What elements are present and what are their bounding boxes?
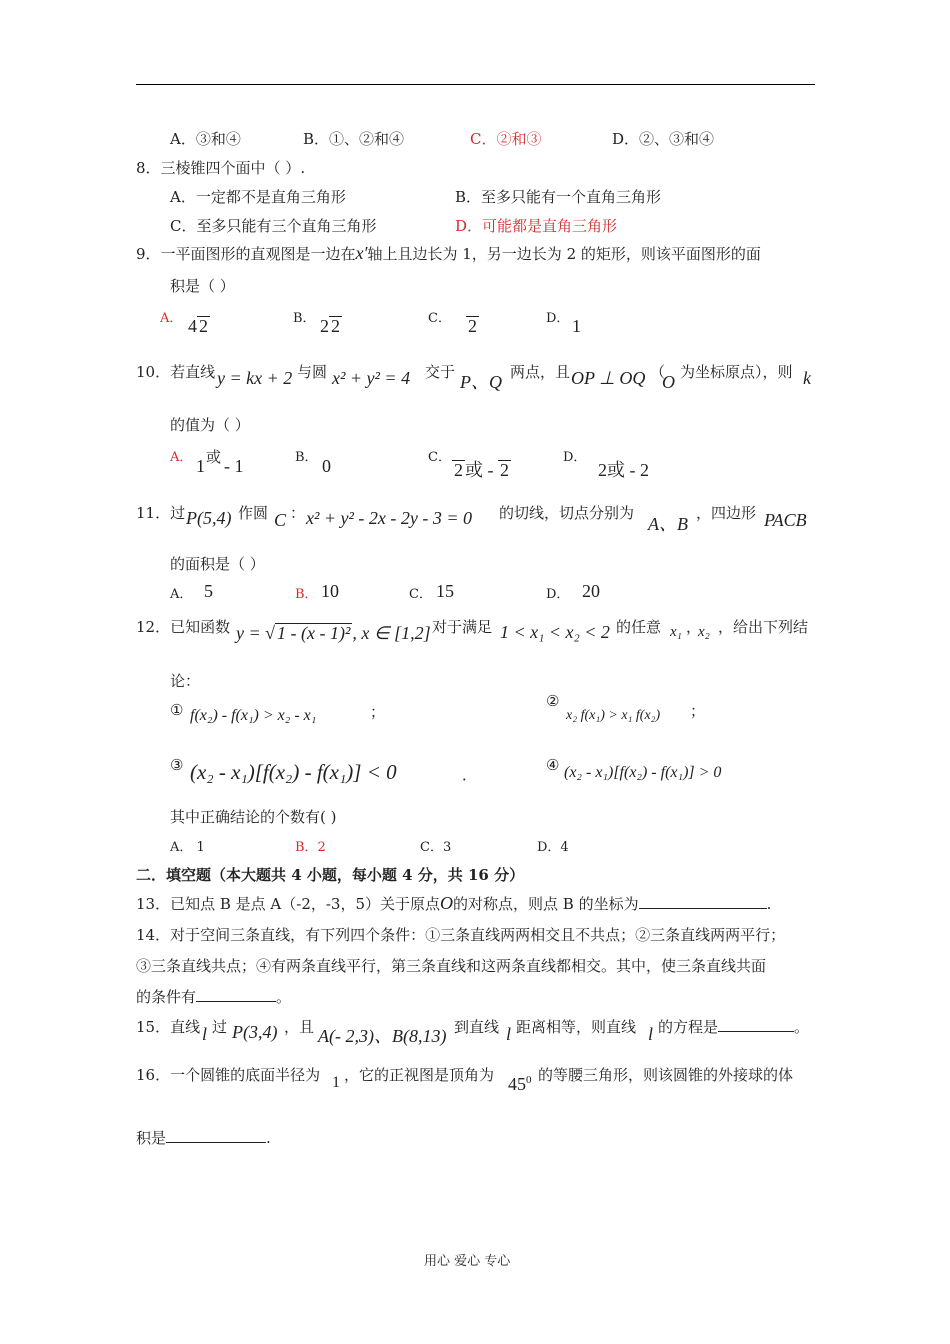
q10-perp: OP ⊥ OQ <box>571 368 646 388</box>
q10-origin-note: 为坐标原点），则 <box>680 363 793 381</box>
q11-c: C <box>274 510 287 530</box>
q11-quad: ，四边形 <box>696 504 757 522</box>
q8-option-d: D．可能都是直角三角形 <box>455 217 618 235</box>
q12-c2-end: ； <box>690 702 706 720</box>
q12-any: 的任意 <box>616 618 662 636</box>
q12-c4-mark: ④ <box>546 756 560 774</box>
q8-option-b: B．至多只能有一个直角三角形 <box>455 188 662 206</box>
q11-option-b-label: B． <box>295 587 318 602</box>
q15-ab: A(- 2,3)、B(8,13) <box>318 1026 447 1046</box>
q14-line-3: 的条件有 。 <box>136 988 292 1006</box>
q12-option-b: B．2 <box>295 840 326 855</box>
q11-eq: x² + y² - 2x - 2y - 3 = 0 <box>306 508 473 528</box>
q15-p: P(3,4) <box>232 1022 278 1042</box>
q15-l-2: l <box>506 1024 512 1044</box>
q12-c1-end: ； <box>370 703 386 721</box>
q7-option-d: D．②、③和④ <box>612 130 715 148</box>
section-2-title: 二．填空题（本大题共 4 小题，每小题 4 分，共 16 分） <box>136 866 525 884</box>
q12-x1: x₁ <box>670 624 682 640</box>
q12-c2-mark: ② <box>546 692 560 710</box>
q15-and: ，且 <box>284 1018 315 1036</box>
q10-meet: 交于 <box>425 363 456 381</box>
q12-line-2: 论： <box>170 672 201 690</box>
q8-option-c: C．至多只能有三个直角三角形 <box>170 217 377 235</box>
q10-option-c-value: 2 或 - 2 <box>454 460 509 480</box>
q11-option-c-label: C． <box>409 587 432 602</box>
q9-line-1: 9．一平面图形的直观图是一边在x′轴上且边长为 1，另一边长为 2 的矩形，则该平面图形的面 <box>136 243 761 263</box>
q14-answer-blank[interactable] <box>196 987 276 1002</box>
q11-colon: ： <box>290 504 306 522</box>
q10-option-a-or: 或 <box>206 448 222 466</box>
q15-through: 过 <box>212 1018 228 1036</box>
q16-line-2: 积是 . <box>136 1129 271 1147</box>
q7-option-c: C．②和③ <box>470 130 542 148</box>
q14-line-1: 14．对于空间三条直线，有下列四个条件：①三条直线两两相交且不共点；②三条直线两两平行； <box>136 926 786 944</box>
q12-option-c: C．3 <box>420 840 452 855</box>
q16-answer-blank[interactable] <box>166 1128 266 1143</box>
q12-c4: (x₂ - x₁)[f(x₂) - f(x₁)] > 0 <box>564 764 722 781</box>
q12-option-d: D．4 <box>537 840 569 855</box>
q11-make-circle: 作圆 <box>238 504 269 522</box>
q11-option-a-value: 5 <box>204 581 213 601</box>
q12-c3-mark: ③ <box>170 756 184 774</box>
q9-line-2: 积是（ ） <box>170 277 235 295</box>
q9-option-b-label: B． <box>293 311 316 326</box>
header-rule <box>136 84 815 85</box>
q7-option-b: B．①、②和④ <box>303 130 405 148</box>
q10-points: P、Q <box>460 372 502 392</box>
q10-option-b-label: B． <box>295 450 318 465</box>
q9-option-c-label: C． <box>428 311 451 326</box>
q9-option-d-value: 1 <box>572 316 581 336</box>
q11-option-c-value: 15 <box>436 581 454 601</box>
q12-x2: x₂ <box>698 624 710 640</box>
footer-text: 用心 爱心 专心 <box>424 1254 511 1269</box>
q11-option-d-value: 20 <box>582 581 600 601</box>
q9-option-c-value: 2 <box>468 316 477 336</box>
q10-option-d-value: 2或 - 2 <box>598 460 649 480</box>
q8-option-a: A．一定都不是直角三角形 <box>170 188 346 206</box>
q15-dist: 到直线 <box>454 1018 500 1036</box>
q10-two-points: 两点，且 <box>510 363 571 381</box>
q10-option-b-value: 0 <box>322 456 331 476</box>
q12-c1: f(x₂) - f(x₁) > x₂ - x₁ <box>190 707 317 724</box>
q11-ab: A、B <box>648 514 688 534</box>
q10-num: 10．若直线 <box>136 363 216 381</box>
q10-line-eq: y = kx + 2 <box>217 368 293 388</box>
q9-axis: x′ <box>355 243 368 263</box>
q12-c1-mark: ① <box>170 701 184 719</box>
q10-origin: O <box>662 372 675 392</box>
q16-text-2: ，它的正视图是顶角为 <box>344 1066 495 1084</box>
q9-option-b-value: 2 2 <box>320 316 340 336</box>
q15-answer-blank[interactable] <box>718 1017 794 1032</box>
q11-point: P(5,4) <box>186 508 232 528</box>
q11-option-a-label: A． <box>170 587 193 602</box>
q12-satisfy: 对于满足 <box>432 618 493 636</box>
q10-line-2: 的值为（ ） <box>170 416 250 434</box>
q10-option-a-label: A． <box>170 450 193 465</box>
q9-option-a-label: A． <box>160 311 183 326</box>
q14-line-2: ③三条直线共点；④有两条直线平行，第三条直线和这两条直线都相交。其中，使三条直线共面 <box>136 957 767 975</box>
q15-equal: 距离相等，则直线 <box>516 1018 637 1036</box>
q13-origin: O <box>440 893 454 913</box>
q16-text-1: 16．一个圆锥的底面半径为 <box>136 1066 321 1084</box>
q13-answer-blank[interactable] <box>639 894 767 909</box>
q10-k: k <box>803 368 811 388</box>
q12-c2: x₂ f(x₁) > x₁ f(x₂) <box>566 708 661 723</box>
q16-radius: 1 <box>332 1074 340 1091</box>
q10-option-a-value-2: - 1 <box>224 456 244 476</box>
q10-option-c-label: C． <box>428 450 451 465</box>
q10-with-circle: 与圆 <box>297 363 328 381</box>
q15-l-3: l <box>648 1024 654 1044</box>
q16-text-3: 的等腰三角形，则该圆锥的外接球的体 <box>538 1066 794 1084</box>
q9-option-d-label: D． <box>546 311 570 326</box>
q16-angle: $45^0$ <box>508 1074 532 1094</box>
q15-num: 15．直线 <box>136 1018 201 1036</box>
q12-c3: (x₂ - x₁)[f(x₂) - f(x₁)] < 0 <box>190 760 397 784</box>
q9-option-a-value: 4 2 <box>188 316 208 336</box>
q12-c3-end: ． <box>462 766 478 784</box>
q11-line-2: 的面积是（ ） <box>170 555 265 573</box>
q12-function: y = √ 1 - (x - 1)² , x ∈ [1,2] <box>236 623 431 643</box>
q12-option-a: A． 1 <box>170 840 205 855</box>
q12-sep: ， <box>686 618 702 636</box>
q12-ineq: 1 < x₁ < x₂ < 2 <box>500 622 610 642</box>
q12-num: 12．已知函数 <box>136 618 231 636</box>
q10-option-a-value-1: 1 <box>196 456 205 476</box>
q15-eq: 的方程是 。 <box>658 1018 810 1036</box>
q11-option-b-value: 10 <box>321 581 339 601</box>
q12-count: 其中正确结论的个数有( ) <box>170 808 337 826</box>
q7-option-a: A．③和④ <box>170 130 241 148</box>
q12-give: ，给出下列结 <box>718 618 809 636</box>
q11-tangent: 的切线，切点分别为 <box>499 504 635 522</box>
q11-pacb: PACB <box>764 510 807 530</box>
q15-l-1: l <box>202 1024 208 1044</box>
q13-text: 13．已知点 B 是点 A（-2，-3，5）关于原点O的对称点，则点 B 的坐标为 . <box>136 893 772 913</box>
q10-circle-eq: x² + y² = 4 <box>332 368 411 388</box>
q11-option-d-label: D． <box>546 587 570 602</box>
q11-num: 11．过 <box>136 504 186 522</box>
q10-paren: （ <box>650 363 666 381</box>
q10-option-d-label: D． <box>563 450 587 465</box>
q8-stem: 8．三棱锥四个面中（ ）. <box>136 159 306 177</box>
